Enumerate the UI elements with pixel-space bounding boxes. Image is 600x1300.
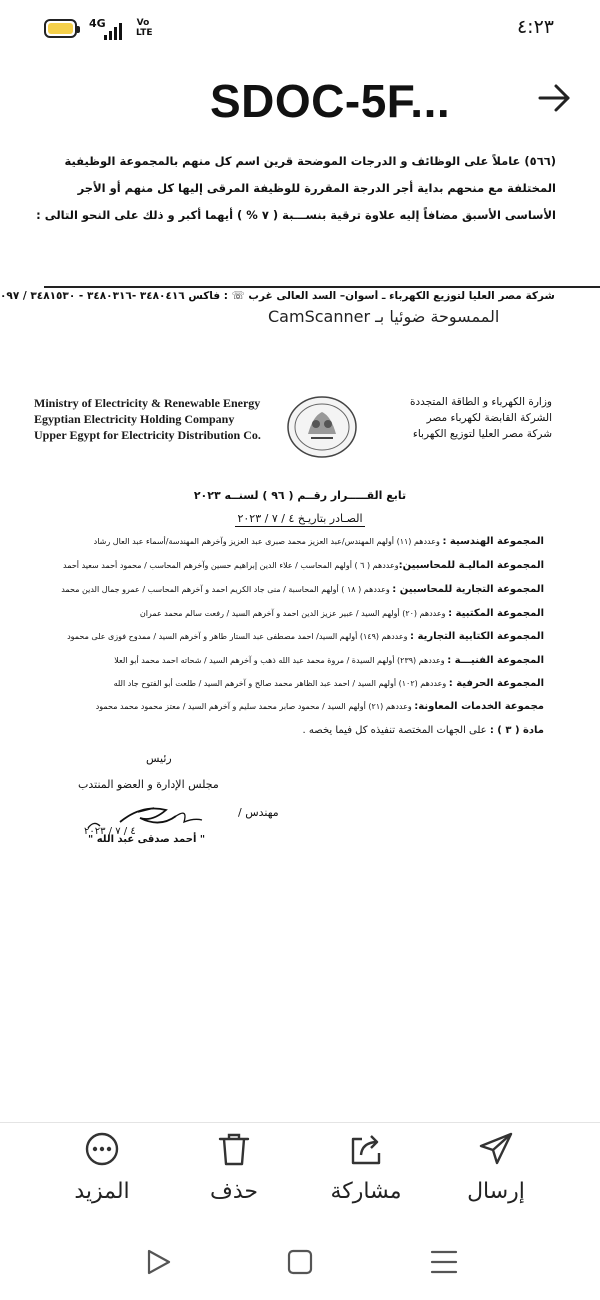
document-title: SDOC-5F... [210,75,451,127]
group-line: المجموعة الهندسية : وعددهم (١١) أولهم المهندس/عبد العزيز محمد صبرى عبد العزيز وآخرهم المهندسة/أسماء عبد العال رشاد [93,536,544,547]
group-line: المجموعة التجارية للمحاسبين : وعددهم ( ١٨ ) أولهم المحاسبة / منى جاد الكريم احمد و آخرهم المحاسب / عمرو جمال الدين محمد [61,584,544,595]
document-paragraph: (٥٦٦) عاملاً على الوظائف و الدرجات الموضحة قرين اسم كل منهم بالمجموعة الوظيفية المختلفة مع منحهم بداية أجر الدرجة المقررة للوظيفة المرقى إليها كل منهم أو الأجر الأساسى الأسبق مضافاً إليه علاوة ترقية بنســـبة ( ٧ % ) أيهما أكبر و ذلك على النحو التالى : [36,154,556,222]
share-label: مشاركة [330,1179,402,1204]
title-bar [0,60,600,140]
svg-text:٤ / ٧ / ٢٠٢٣: ٤ / ٧ / ٢٠٢٣ [84,826,136,837]
group-line: المجموعة الفنيـــة : وعددهم (٢٣٩) أولهم السيدة / مروة محمد عبد الله ذهب و آخرهم السيد / شحاته احمد محمد أبو العلا [114,655,544,666]
group-line: المجموعة الماليـة للمحاسبين:وعددهم ( ٦ ) أولهم المحاسب / علاء الدين إبراهيم حسين وآخرهم المحاسب / محمود أحمد سعيد أحمد [63,560,544,571]
send-label: إرسال [467,1179,525,1204]
letterhead-line: Upper Egypt for Electricity Distribution Co. [34,428,261,442]
clock: ٤:٢٣ [516,16,554,38]
page-footer-address: شركة مصر العليا لتوزيع الكهرباء ـ أسوان– السد العالى غرب ☏ : فاكس ٣٤٨٠٤١٦ -٣٤٨٠٣١٦ - ٣٤٨١٥٣٠ / ٠٩٧ [0,290,555,302]
signal-icon [104,22,126,40]
more-icon [84,1131,120,1167]
status-bar [0,0,600,60]
more-button[interactable] [42,1123,162,1223]
letterhead-line: الشركة القابضة لكهرباء مصر [426,412,552,424]
recents-menu-icon[interactable] [424,1242,464,1282]
group-line: مجموعة الخدمات المعاونة: وعددهم (٢١) أولهم السيد / محمود صابر محمد سليم و آخرهم السيد / معتز محمود محمد محمود [95,701,544,712]
network-type: 4G [89,17,106,30]
home-square-icon[interactable] [280,1242,320,1282]
back-triangle-icon[interactable] [138,1242,178,1282]
handwritten-signature [80,798,220,838]
share-icon [348,1131,384,1167]
system-navigation-bar [0,1222,600,1300]
more-label: المزيد [74,1179,130,1204]
arabic-letterhead [410,394,552,442]
page-rule [44,286,600,288]
share-button[interactable] [306,1123,426,1223]
signature-board: مجلس الإدارة و العضو المنتدب [78,778,219,791]
send-icon [478,1131,514,1167]
signature-engineer: مهندس / [238,806,279,819]
decision-title: تابع القـــــرار رقــم ( ٩٦ ) لسنــه ٢٠٢٣ [193,489,407,502]
letterhead-line: وزارة الكهرباء و الطاقة المتجددة [409,396,552,408]
letterhead-line: Egyptian Electricity Holding Company [34,412,235,426]
group-line: المجموعة الكتابية التجارية : وعددهم (١٤٩) أولهم السيد/ احمد مصطفى عبد الستار طاهر و آخرهم السيد / ممدوح فوزى على محمود [67,631,544,642]
document-viewer[interactable] [0,140,600,1120]
group-line: المجموعة المكتبية : وعددهم (٢٠) أولهم السيد / عبير عزيز الدين احمد و آخرهم السيد / رفعت سالم محمد عمران [139,608,544,619]
signature-title: رئيس [146,752,172,765]
article-three: مادة ( ٣ ) : على الجهات المختصة تنفيذه كل فيما يخصه . [302,725,544,736]
group-line: المجموعة الحرفية : وعددهم (١٠٢) أولهم السيد / احمد عبد الظاهر محمد صالح و آخرهم السيد / طلعت أبو الفتوح جاد الله [113,678,544,689]
decision-date: الصـادر بتاريـخ ٤ / ٧ / ٢٠٢٣ [237,512,363,525]
forward-arrow-icon[interactable] [534,78,574,118]
volte-indicator: Vo LTE [136,18,153,38]
battery-icon [44,19,77,38]
delete-button[interactable] [174,1123,294,1223]
letterhead-line: شركة مصر العليا لتوزيع الكهرباء [412,428,552,440]
company-logo-icon [283,394,361,460]
send-button[interactable] [436,1123,556,1223]
camscanner-watermark: الممسوحة ضوئيا بـ CamScanner [268,307,500,326]
trash-icon [216,1131,252,1167]
letterhead-line: Ministry of Electricity & Renewable Energy [34,396,261,410]
english-letterhead [34,395,261,443]
bottom-toolbar [0,1122,600,1223]
delete-label: حذف [210,1179,258,1204]
signatory-name: " أحمد صدقى عبد الله " [88,834,206,845]
